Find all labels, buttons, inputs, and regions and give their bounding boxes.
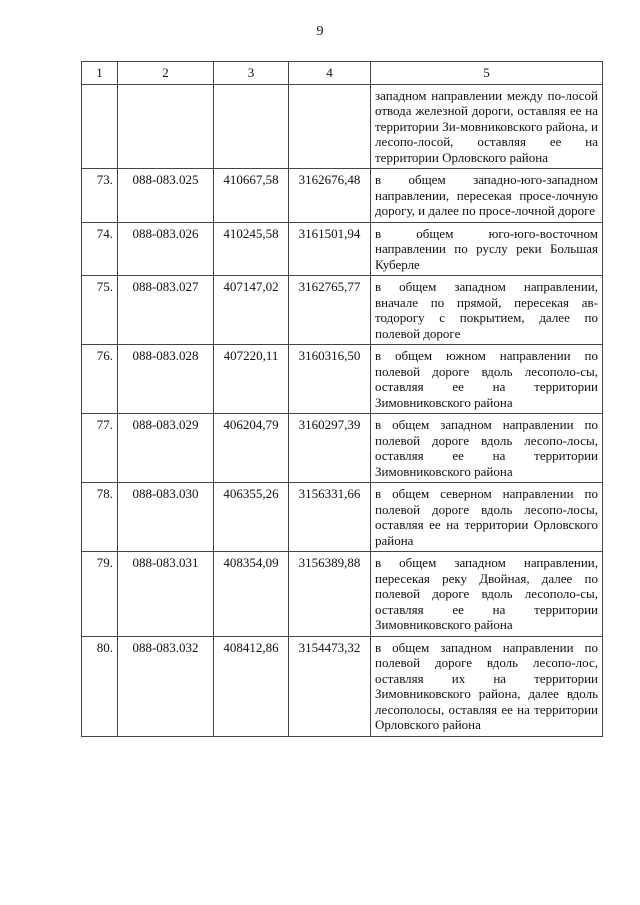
row-number: 77. bbox=[82, 414, 118, 483]
row-number bbox=[82, 84, 118, 169]
boundary-description: в общем северном направлении по полевой дороге вдоль лесопо-лосы, оставляя ее на территории Орловского района bbox=[371, 483, 603, 552]
point-code: 088-083.027 bbox=[118, 276, 214, 345]
row-number: 74. bbox=[82, 222, 118, 276]
boundary-description: в общем западно-юго-западном направлении, пересекая просе-лочную дорогу, и далее по просе-лочной дороге bbox=[371, 169, 603, 223]
coordinate-y: 3161501,94 bbox=[289, 222, 371, 276]
table-row bbox=[82, 552, 603, 637]
row-number: 76. bbox=[82, 345, 118, 414]
header-row bbox=[82, 62, 603, 85]
coordinate-y: 3156331,66 bbox=[289, 483, 371, 552]
table-row bbox=[82, 483, 603, 552]
coordinate-x: 410667,58 bbox=[214, 169, 289, 223]
header-cell-4: 4 bbox=[289, 62, 371, 85]
row-number: 79. bbox=[82, 552, 118, 637]
coordinate-x: 410245,58 bbox=[214, 222, 289, 276]
table-row bbox=[82, 276, 603, 345]
header-cell-3: 3 bbox=[214, 62, 289, 85]
coordinate-y: 3162765,77 bbox=[289, 276, 371, 345]
row-number: 78. bbox=[82, 483, 118, 552]
point-code: 088-083.031 bbox=[118, 552, 214, 637]
point-code: 088-083.029 bbox=[118, 414, 214, 483]
coordinate-x: 407220,11 bbox=[214, 345, 289, 414]
coordinate-x bbox=[214, 84, 289, 169]
table-row bbox=[82, 222, 603, 276]
coordinate-x: 406355,26 bbox=[214, 483, 289, 552]
coordinate-y: 3162676,48 bbox=[289, 169, 371, 223]
boundary-description: в общем западном направлении по полевой дороге вдоль лесопо-лосы, оставляя ее на территории Зимовниковского района bbox=[371, 414, 603, 483]
row-number: 75. bbox=[82, 276, 118, 345]
coordinate-y: 3154473,32 bbox=[289, 636, 371, 736]
table-row bbox=[82, 414, 603, 483]
boundary-description: западном направлении между по-лосой отвода железной дороги, оставляя ее на территории Зи-мовниковского района, и лесопо-лосой, оставляя ее на территории Орловского района bbox=[371, 84, 603, 169]
coordinate-y: 3160316,50 bbox=[289, 345, 371, 414]
boundary-description: в общем западном направлении по полевой дороге вдоль лесопо-лос, оставляя их на территории Зимовниковского района, далее вдоль лесополосы, оставляя ее на территории Орловского района bbox=[371, 636, 603, 736]
boundary-description: в общем южном направлении по полевой дороге вдоль лесополо-сы, оставляя ее на территории Зимовниковского района bbox=[371, 345, 603, 414]
table-row bbox=[82, 84, 603, 169]
boundary-table bbox=[81, 61, 603, 737]
header-cell-1: 1 bbox=[82, 62, 118, 85]
coordinate-y bbox=[289, 84, 371, 169]
header-cell-5: 5 bbox=[371, 62, 603, 85]
row-number: 73. bbox=[82, 169, 118, 223]
point-code bbox=[118, 84, 214, 169]
point-code: 088-083.030 bbox=[118, 483, 214, 552]
boundary-description: в общем юго-юго-восточном направлении по руслу реки Большая Куберле bbox=[371, 222, 603, 276]
boundary-description: в общем западном направлении, вначале по прямой, пересекая ав-тодорогу с покрытием, далее по полевой дороге bbox=[371, 276, 603, 345]
point-code: 088-083.026 bbox=[118, 222, 214, 276]
coordinate-x: 408354,09 bbox=[214, 552, 289, 637]
coordinate-x: 406204,79 bbox=[214, 414, 289, 483]
table-row bbox=[82, 345, 603, 414]
point-code: 088-083.028 bbox=[118, 345, 214, 414]
coordinate-y: 3160297,39 bbox=[289, 414, 371, 483]
table-row bbox=[82, 636, 603, 736]
coordinate-y: 3156389,88 bbox=[289, 552, 371, 637]
table-row bbox=[82, 169, 603, 223]
point-code: 088-083.032 bbox=[118, 636, 214, 736]
coordinate-x: 408412,86 bbox=[214, 636, 289, 736]
point-code: 088-083.025 bbox=[118, 169, 214, 223]
coordinate-x: 407147,02 bbox=[214, 276, 289, 345]
header-cell-2: 2 bbox=[118, 62, 214, 85]
boundary-description: в общем западном направлении, пересекая реку Двойная, далее по полевой дороге вдоль лесополо-сы, оставляя ее на территории Зимовниковского района bbox=[371, 552, 603, 637]
row-number: 80. bbox=[82, 636, 118, 736]
page-number: 9 bbox=[316, 24, 324, 39]
